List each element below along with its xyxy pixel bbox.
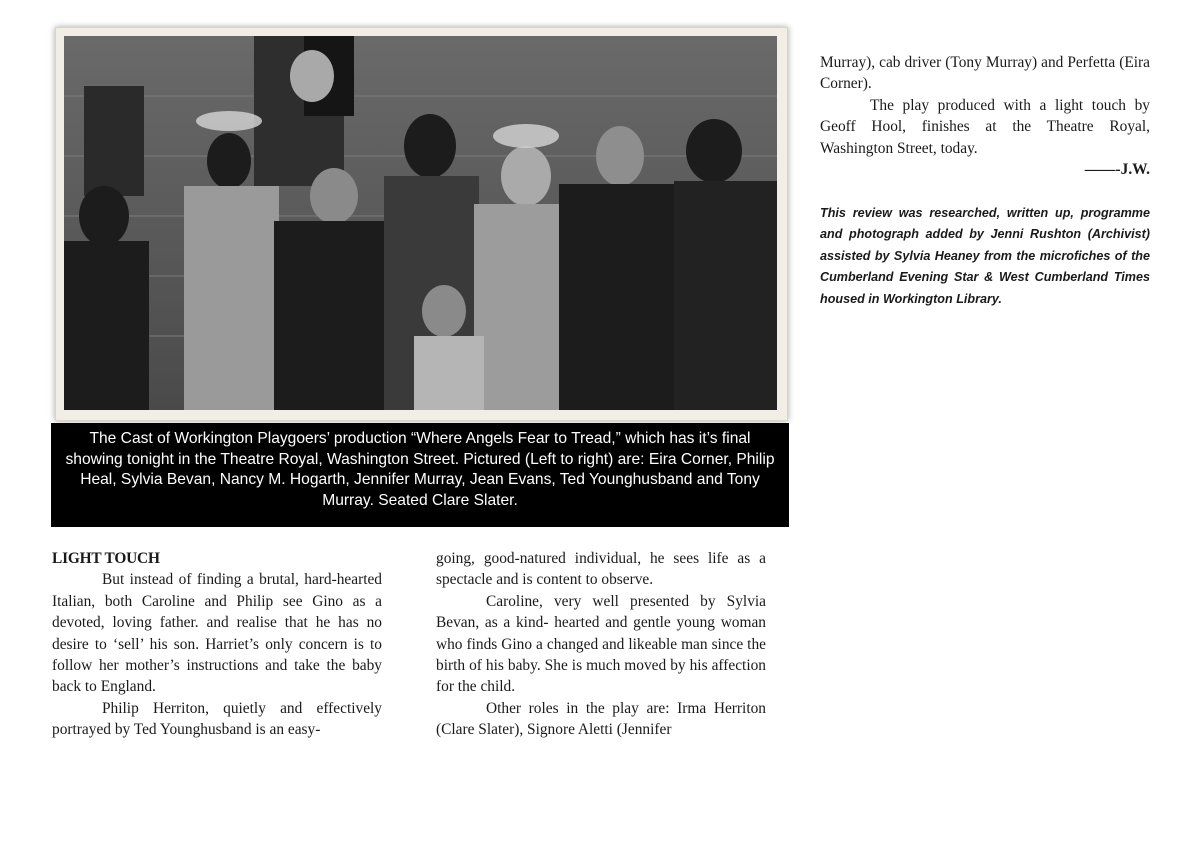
cast-photo xyxy=(64,36,777,410)
middle-column xyxy=(436,548,766,741)
middle-paragraph-3: Other roles in the play are: Irma Herriton (Clare Slater), Signore Aletti (Jennifer xyxy=(436,699,766,739)
left-column xyxy=(52,548,382,741)
caption-text: The Cast of Workington Playgoers’ production “Where Angels Fear to Tread,” which has it’s final showing tonight in the Theatre Royal, Washington Street. Pictured (Left to right) are: Eira Corner, Philip Heal, Sylvia Bevan, Nancy M. Hogarth, Jennifer Murray, Jean Evans, Ted Younghusband and Tony Murray. Seated Clare Slater. xyxy=(65,430,775,509)
photo-caption xyxy=(51,423,789,527)
middle-paragraph-1: going, good-natured individual, he sees life as a spectacle and is content to observe. xyxy=(436,550,766,589)
right-paragraph-2: The play produced with a light touch by Geoff Hool, finishes at the Theatre Royal, Washington Street, today. xyxy=(820,96,1150,157)
author-signature: ––––-J.W. xyxy=(1084,161,1150,179)
archive-note: This review was researched, written up, programme and photograph added by Jenni Rushton (Archivist) assisted by Sylvia Heaney from the microfiches of the Cumberland Evening Star & West Cumberland Times housed in Workington Library. xyxy=(820,206,1150,306)
right-column xyxy=(820,52,1150,180)
left-paragraph-2: Philip Herriton, quietly and effectively portrayed by Ted Younghusband is an easy- xyxy=(52,699,382,739)
right-paragraph-1: Murray), cab driver (Tony Murray) and Perfetta (Eira Corner). xyxy=(820,54,1150,93)
section-heading: LIGHT TOUCH xyxy=(52,550,160,567)
left-paragraph-1: But instead of finding a brutal, hard-hearted Italian, both Caroline and Philip see Gino as a devoted, loving father. and realise that he has no desire to ‘sell’ his son. Harriet’s only concern is to follow her mother’s instructions and take the baby back to England. xyxy=(52,571,382,696)
middle-paragraph-2: Caroline, very well presented by Sylvia Bevan, as a kind- hearted and gentle young woman who finds Gino a changed and likeable man since the birth of his baby. She is much moved by his affection for the child. xyxy=(436,592,766,696)
photo-frame xyxy=(55,27,788,421)
cast-group-photo-icon xyxy=(64,36,777,410)
